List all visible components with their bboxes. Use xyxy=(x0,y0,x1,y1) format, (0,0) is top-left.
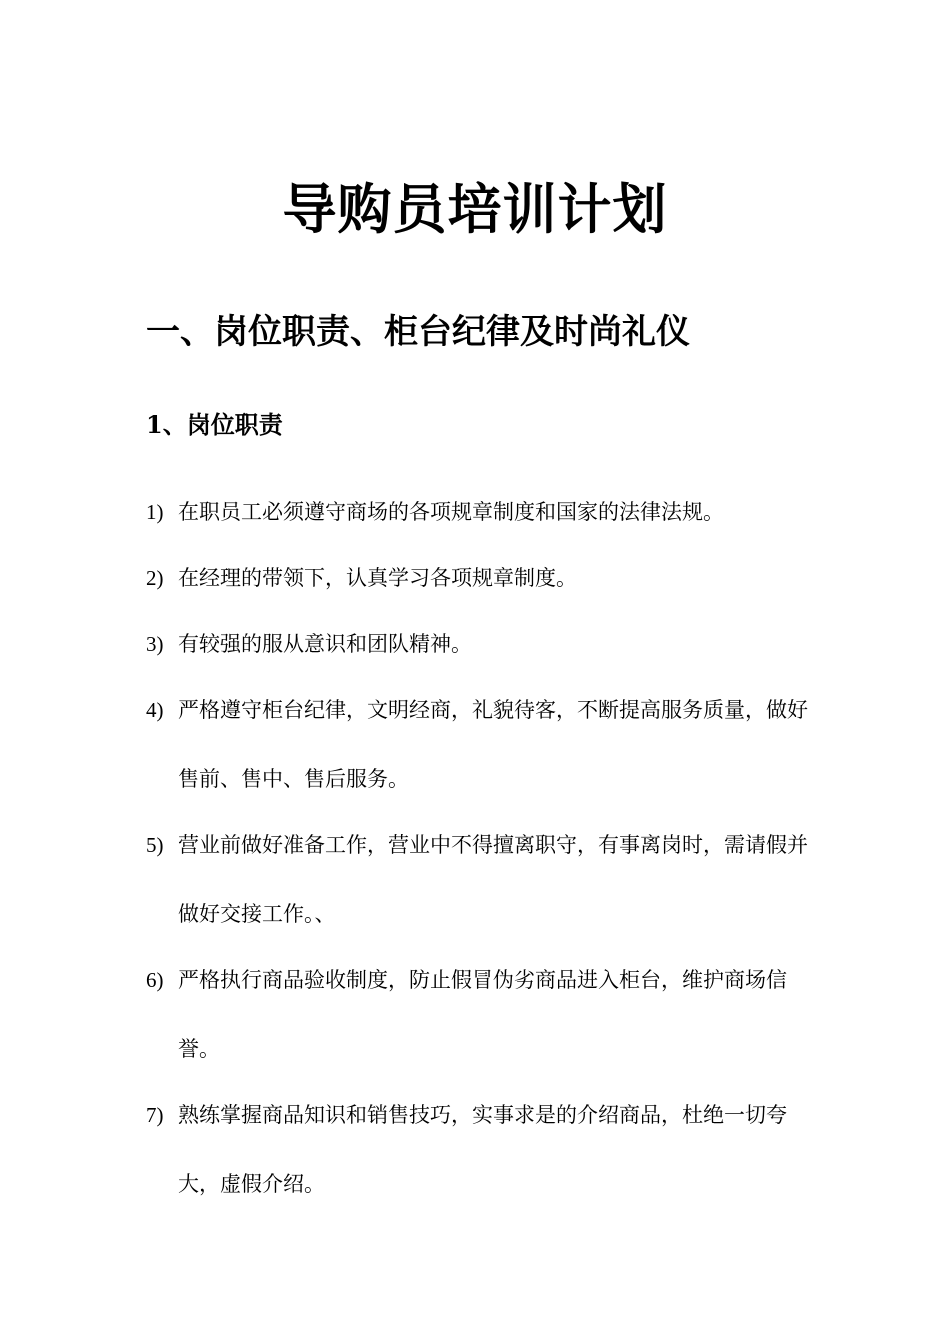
section-heading: 一、岗位职责、柜台纪律及时尚礼仪 xyxy=(146,312,690,352)
duty-item xyxy=(146,676,816,814)
duty-item xyxy=(146,811,816,949)
duty-list xyxy=(146,478,816,1219)
duty-item xyxy=(146,1081,816,1219)
duty-item-number: 5) xyxy=(146,833,164,857)
duty-item-number: 2) xyxy=(146,566,164,590)
duty-item-text: 有较强的服从意识和团队精神。 xyxy=(178,632,472,656)
duty-item xyxy=(146,478,816,547)
subsection-heading: 1、岗位职责 xyxy=(146,410,283,439)
duty-item-text: 严格执行商品验收制度，防止假冒伪劣商品进入柜台，维护商场信誉。 xyxy=(178,968,787,1061)
duty-item-text: 严格遵守柜台纪律，文明经商，礼貌待客，不断提高服务质量，做好售前、售中、售后服务。 xyxy=(178,698,808,791)
document-title: 导购员培训计划 xyxy=(282,178,668,241)
duty-item-number: 3) xyxy=(146,632,164,656)
duty-item-number: 7) xyxy=(146,1103,164,1127)
duty-item xyxy=(146,544,816,613)
duty-item-text: 熟练掌握商品知识和销售技巧，实事求是的介绍商品，杜绝一切夸大，虚假介绍。 xyxy=(178,1103,787,1196)
duty-item xyxy=(146,610,816,679)
duty-item-text: 在职员工必须遵守商场的各项规章制度和国家的法律法规。 xyxy=(178,500,724,524)
duty-item xyxy=(146,946,816,1084)
duty-item-number: 4) xyxy=(146,698,164,722)
duty-item-number: 1) xyxy=(146,500,164,524)
duty-item-text: 在经理的带领下，认真学习各项规章制度。 xyxy=(178,566,577,590)
duty-item-text: 营业前做好准备工作，营业中不得擅离职守，有事离岗时，需请假并做好交接工作。、 xyxy=(178,833,808,926)
duty-item-number: 6) xyxy=(146,968,164,992)
